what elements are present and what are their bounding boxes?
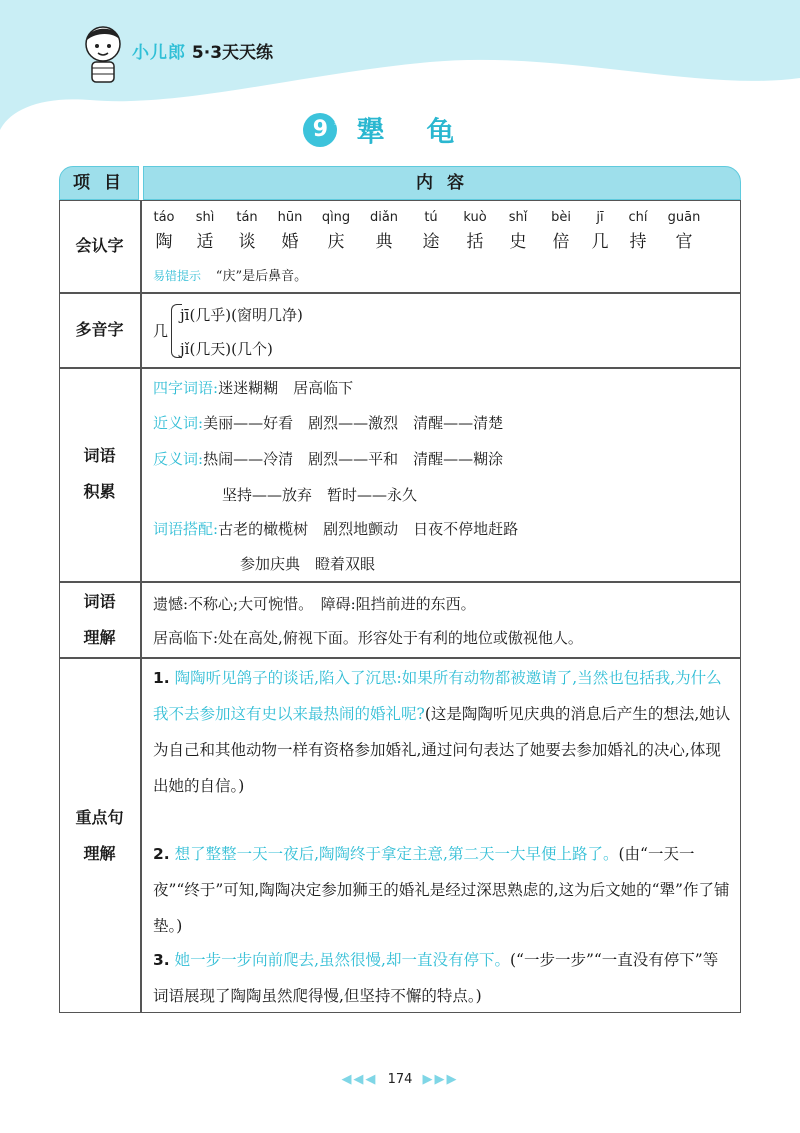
row-divider [59,292,741,294]
hanzi: 婚 [281,232,299,252]
lesson-title [0,110,800,150]
pinyin: kuò [463,210,487,225]
four-char-words: 四字词语:迷迷糊糊 居高临下 [153,379,354,397]
pinyin: chí [628,210,648,225]
pinyin: táo [153,210,175,225]
polyphone-line-1: jī(几乎)(窗明几净) [180,306,303,324]
collocations-line-2: 参加庆典 瞪着双眼 [240,555,376,573]
antonyms: 反义词:热闹——冷清 剧烈——平和 清醒——糊涂 [153,450,504,468]
pinyin: guān [667,210,701,225]
sentence-quote: 陶陶听见鸽子的谈话,陷入了沉思:如果所有动物都被邀请了,当然也包括我,为什么我不去参加这有史以来最热闹的婚礼呢? [153,669,722,723]
header-content: 内 容 [143,166,741,200]
sentence-note: (“一步一步”“一直没有停下”等词语展现了陶陶虽然爬得慢,但坚持不懈的特点。) [153,951,719,1005]
label-polyphone: 多音字 [75,320,124,339]
cartoon-boy-logo [78,20,128,88]
pinyin: tú [424,210,438,225]
pinyin: shì [195,210,215,225]
sentence-quote: 她一步一步向前爬去,虽然很慢,却一直没有停下。 [174,951,510,969]
brand-name: 小儿郎 [132,43,186,63]
meaning-line-1: 遗憾:不称心;大可惋惜。 障碍:阻挡前进的东西。 [153,595,476,613]
synonyms: 近义词:美丽——好看 剧烈——激烈 清醒——清楚 [153,414,504,432]
label-meaning: 词语 理解 [83,592,116,647]
pinyin: jī [596,210,604,225]
hanzi: 谈 [238,232,256,252]
hanzi: 持 [629,232,647,252]
tip-text: “庆”是后鼻音。 [215,269,308,284]
page-number: 174 [387,1072,413,1087]
sentence-quote: 想了整整一天一夜后,陶陶终于拿定主意,第二天一大早便上路了。 [174,845,619,863]
hanzi: 史 [509,232,527,252]
header-item: 项 目 [59,166,139,200]
right-arrows-icon: ▶▶▶ [422,1072,459,1087]
hanzi: 括 [466,232,484,252]
label-vocab: 词语 积累 [83,446,116,501]
pinyin: bèi [551,210,571,225]
lesson-number-badge: 9 * [303,113,337,147]
hanzi: 官 [675,232,693,252]
sentence-note: (这是陶陶听见庆典的消息后产生的想法,她认为自己和其他动物一样有资格参加婚礼,通过问句表达了她要去参加婚礼的决心,体现出她的自信。) [153,705,731,795]
row-divider [59,581,741,583]
brand [132,38,273,63]
hanzi: 途 [422,232,440,252]
sentence-note: (由“一天一夜”“终于”可知,陶陶决定参加狮王的婚礼是经过深思熟虑的,这为后文她的“犟”作了铺垫。) [153,845,730,935]
column-divider [140,200,142,1013]
hanzi: 典 [375,232,393,252]
hanzi: 庆 [327,232,345,252]
page-footer [0,1072,800,1087]
hanzi: 适 [196,232,214,252]
pinyin: diǎn [369,210,399,225]
sentence-2: 2. 想了整整一天一夜后,陶陶终于拿定主意,第二天一大早便上路了。(由“一天一夜”“终于”可知,陶陶决定参加狮王的婚礼是经过深思熟虑的,这为后文她的“犟”作了铺垫。) [153,845,730,935]
label-sentences: 重点句 理解 [75,808,124,863]
polyphone-char: 几 [153,322,169,340]
pinyin: shǐ [508,210,528,225]
row-divider [59,367,741,369]
row-divider [59,657,741,659]
polyphone-line-2: jǐ(几天)(几个) [180,340,273,358]
antonyms-line-2: 坚持——放弃 暂时——永久 [222,486,418,504]
pronunciation-tip [153,265,307,284]
label-literacy: 会认字 [75,236,124,255]
pinyin: hūn [277,210,303,225]
sentence-3: 3. 她一步一步向前爬去,虽然很慢,却一直没有停下。(“一步一步”“一直没有停下”等词语展现了陶陶虽然爬得慢,但坚持不懈的特点。) [153,951,719,1005]
left-arrows-icon: ◀◀◀ [341,1072,378,1087]
hanzi: 几 [591,232,609,252]
pinyin: qìng [321,210,351,225]
tip-label: 易错提示 [153,269,202,283]
lesson-title-text: 犟龟 [356,115,497,148]
sentence-1: 1. 陶陶听见鸽子的谈话,陷入了沉思:如果所有动物都被邀请了,当然也包括我,为什么我不去参加这有史以来最热闹的婚礼呢?(这是陶陶听见庆典的消息后产生的想法,她认为自己和其他动物一样有资格参加婚礼,通过问句表达了她要去参加婚礼的决心,体现出她的自信。) [153,669,731,795]
meaning-line-2: 居高临下:处在高处,俯视下面。形容处于有利的地位或傲视他人。 [153,629,583,647]
hanzi: 倍 [552,232,570,252]
collocations: 词语搭配:古老的橄榄树 剧烈地颤动 日夜不停地赶路 [153,520,519,538]
pinyin: tán [236,210,258,225]
hanzi: 陶 [155,232,173,252]
series-name: 5·3天天练 [191,43,274,63]
